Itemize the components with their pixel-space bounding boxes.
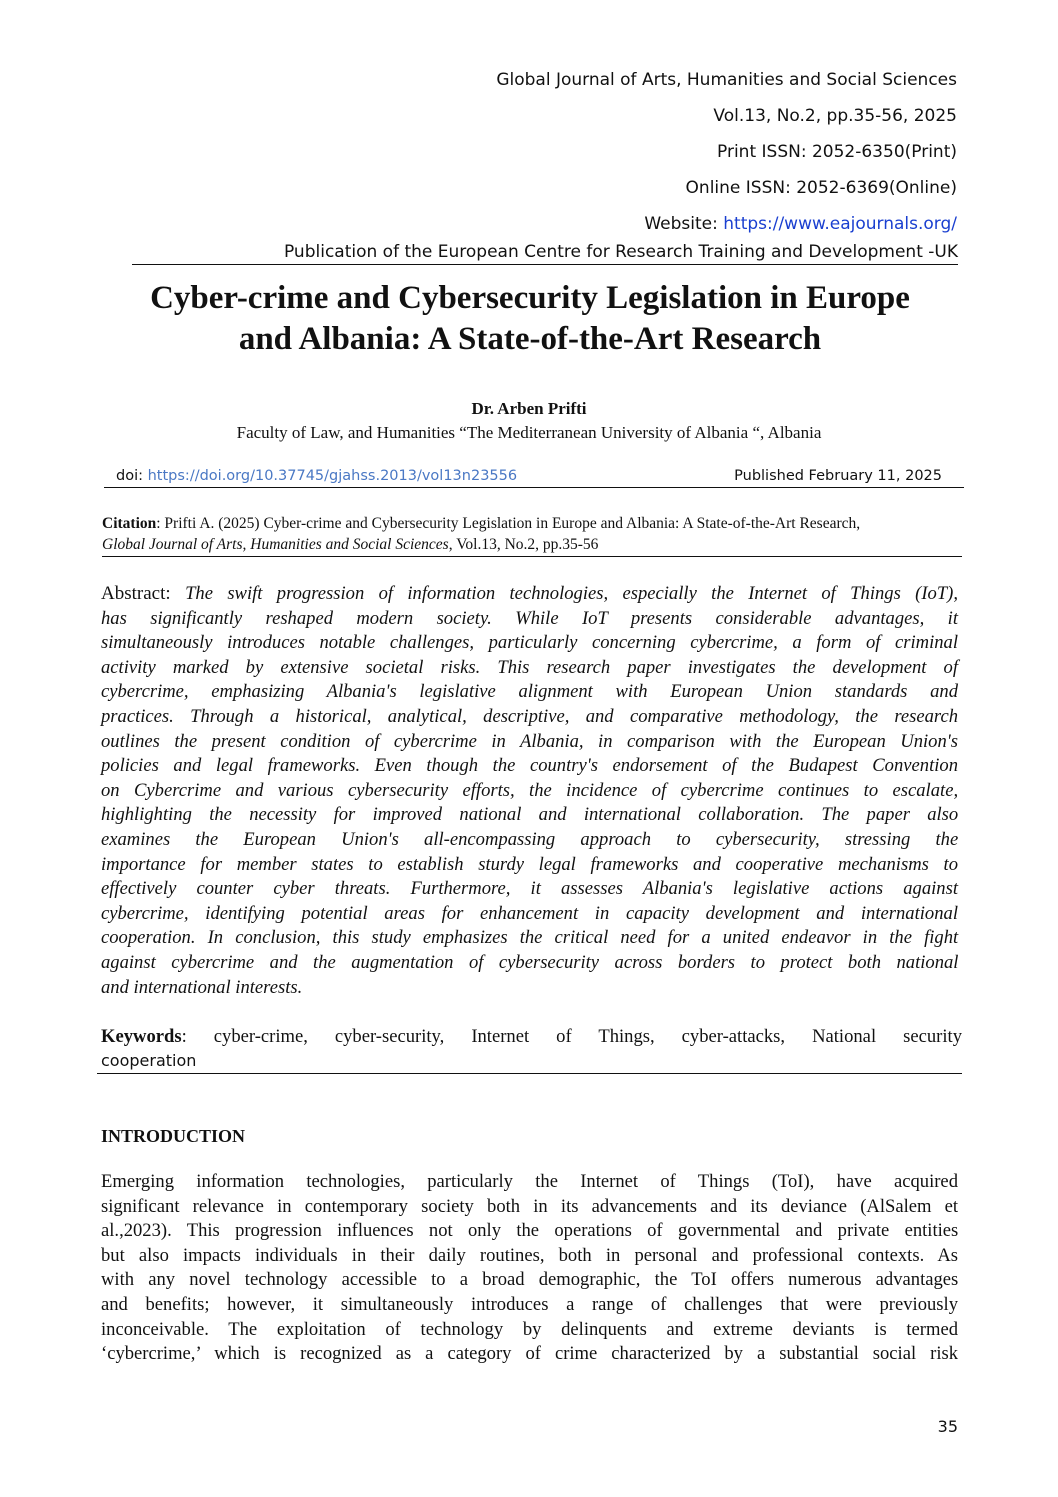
abstract [101,582,958,1000]
author-name: Dr. Arben Prifti [471,399,587,418]
keywords-text: : cyber-crime, cyber-security, Internet of Things, cyber-attacks, National security [181,1026,962,1047]
keywords-block [97,1025,962,1074]
published-date: Published February 11, 2025 [734,468,942,484]
journal-name: Global Journal of Arts, Humanities and Social Sciences [496,70,957,90]
print-issn: Print ISSN: 2052-6350(Print) [717,142,957,162]
citation-journal: Global Journal of Arts, Humanities and Social Sciences [102,536,449,553]
abstract-line: cooperation. In conclusion, this study emphasizes the critical need for a united endeavor in the fight [101,927,959,949]
keywords-line-1 [97,1025,962,1049]
intro-line: and benefits; however, it simultaneously introduces a range of challenges that were previously [101,1293,958,1315]
title-line-2: and Albania: A State-of-the-Art Research [238,321,822,357]
abstract-line: has significantly reshaped modern society. While IoT presents considerable advantages, it [101,607,958,629]
abstract-line: Abstract: The swift progression of information technologies, especially the Internet of Things (IoT), [101,583,959,604]
doi-label: doi: [116,468,148,484]
citation-line-2 [102,534,962,555]
abstract-line: policies and legal frameworks. Even though the country's endorsement of the Budapest Convention [101,755,958,777]
keywords-label: Keywords [101,1026,182,1047]
intro-line: but also impacts individuals in their daily routines, both in personal and professional contexts. As [101,1244,959,1266]
title-line-1: Cyber-crime and Cybersecurity Legislation in Europe [150,280,910,316]
intro-line: inconceivable. The exploitation of technology by delinquents and extreme deviants is termed [101,1318,958,1340]
citation-line-1 [102,513,962,534]
abstract-line: outlines the present condition of cybercrime in Albania, in comparison with the European Union's [101,730,958,752]
abstract-line: practices. Through a historical, analytical, descriptive, and comparative methodology, the research [101,705,959,727]
doi [116,465,517,487]
abstract-line: simultaneously introduces notable challenges, particularly concerning cybercrime, a form of criminal [101,632,958,654]
abstract-line: on Cybercrime and various cybersecurity efforts, the incidence of cybercrime continues to escalate, [101,779,959,801]
intro-line: with any novel technology accessible to a broad demographic, the ToI offers numerous advantages [101,1269,959,1291]
paper-title [80,278,980,360]
doi-link[interactable]: https://doi.org/10.37745/gjahss.2013/vol13n23556 [147,468,518,484]
abstract-label: Abstract: [101,583,186,604]
abstract-line: importance for member states to establish sturdy legal frameworks and cooperative mechanisms to [101,853,958,875]
abstract-line: and international interests. [101,976,303,998]
online-issn: Online ISSN: 2052-6369(Online) [685,178,957,198]
website-label: Website: [644,214,724,234]
abstract-line: cybercrime, identifying potential areas for enhancement in capacity development and international [101,902,958,924]
intro-line: al.,2023). This progression influences not only the operations of governmental and private entities [101,1220,959,1242]
doi-row [104,465,964,488]
abstract-line: activity marked by extensive societal risks. This research paper investigates the development of [101,656,958,678]
page-number: 35 [937,1417,958,1436]
intro-line: Emerging information technologies, particularly the Internet of Things (ToI), have acquired [101,1171,958,1192]
publisher-line: Publication of the European Centre for Research Training and Development -UK [132,240,958,265]
citation-text-2: , Vol.13, No.2, pp.35-56 [448,536,599,553]
journal-volume: Vol.13, No.2, pp.35-56, 2025 [713,106,957,126]
abstract-line: highlighting the necessity for improved national and international collaboration. The paper also [101,804,959,826]
intro-line: ‘cybercrime,’ which is recognized as a category of crime characterized by a substantial social risk [101,1343,959,1365]
citation-text-1: : Prifti A. (2025) Cyber-crime and Cybersecurity Legislation in Europe and Albania: A State-of-the-Art Research, [156,515,861,532]
abstract-line: against cybercrime and the augmentation of cybersecurity across borders to protect both national [101,951,959,973]
website-link[interactable]: https://www.eajournals.org/ [723,214,957,234]
website-line [237,206,957,242]
section-heading-introduction: INTRODUCTION [101,1126,246,1146]
abstract-line: effectively counter cyber threats. Furthermore, it assesses Albania's legislative actions against [101,878,958,900]
citation-label: Citation [102,515,157,532]
author-affiliation: Faculty of Law, and Humanities “The Mediterranean University of Albania “, Albania [236,423,822,442]
abstract-line: cybercrime, emphasizing Albania's legislative alignment with European Union standards and [101,681,958,703]
keywords-line-2: cooperation [101,1051,197,1070]
intro-line: significant relevance in contemporary society both in its advancements and its deviance (AlSalem et [101,1195,959,1217]
citation-block [102,513,962,557]
abstract-line: examines the European Union's all-encompassing approach to cybersecurity, stressing the [101,828,959,850]
journal-header [237,62,957,242]
introduction-paragraph [101,1170,958,1367]
